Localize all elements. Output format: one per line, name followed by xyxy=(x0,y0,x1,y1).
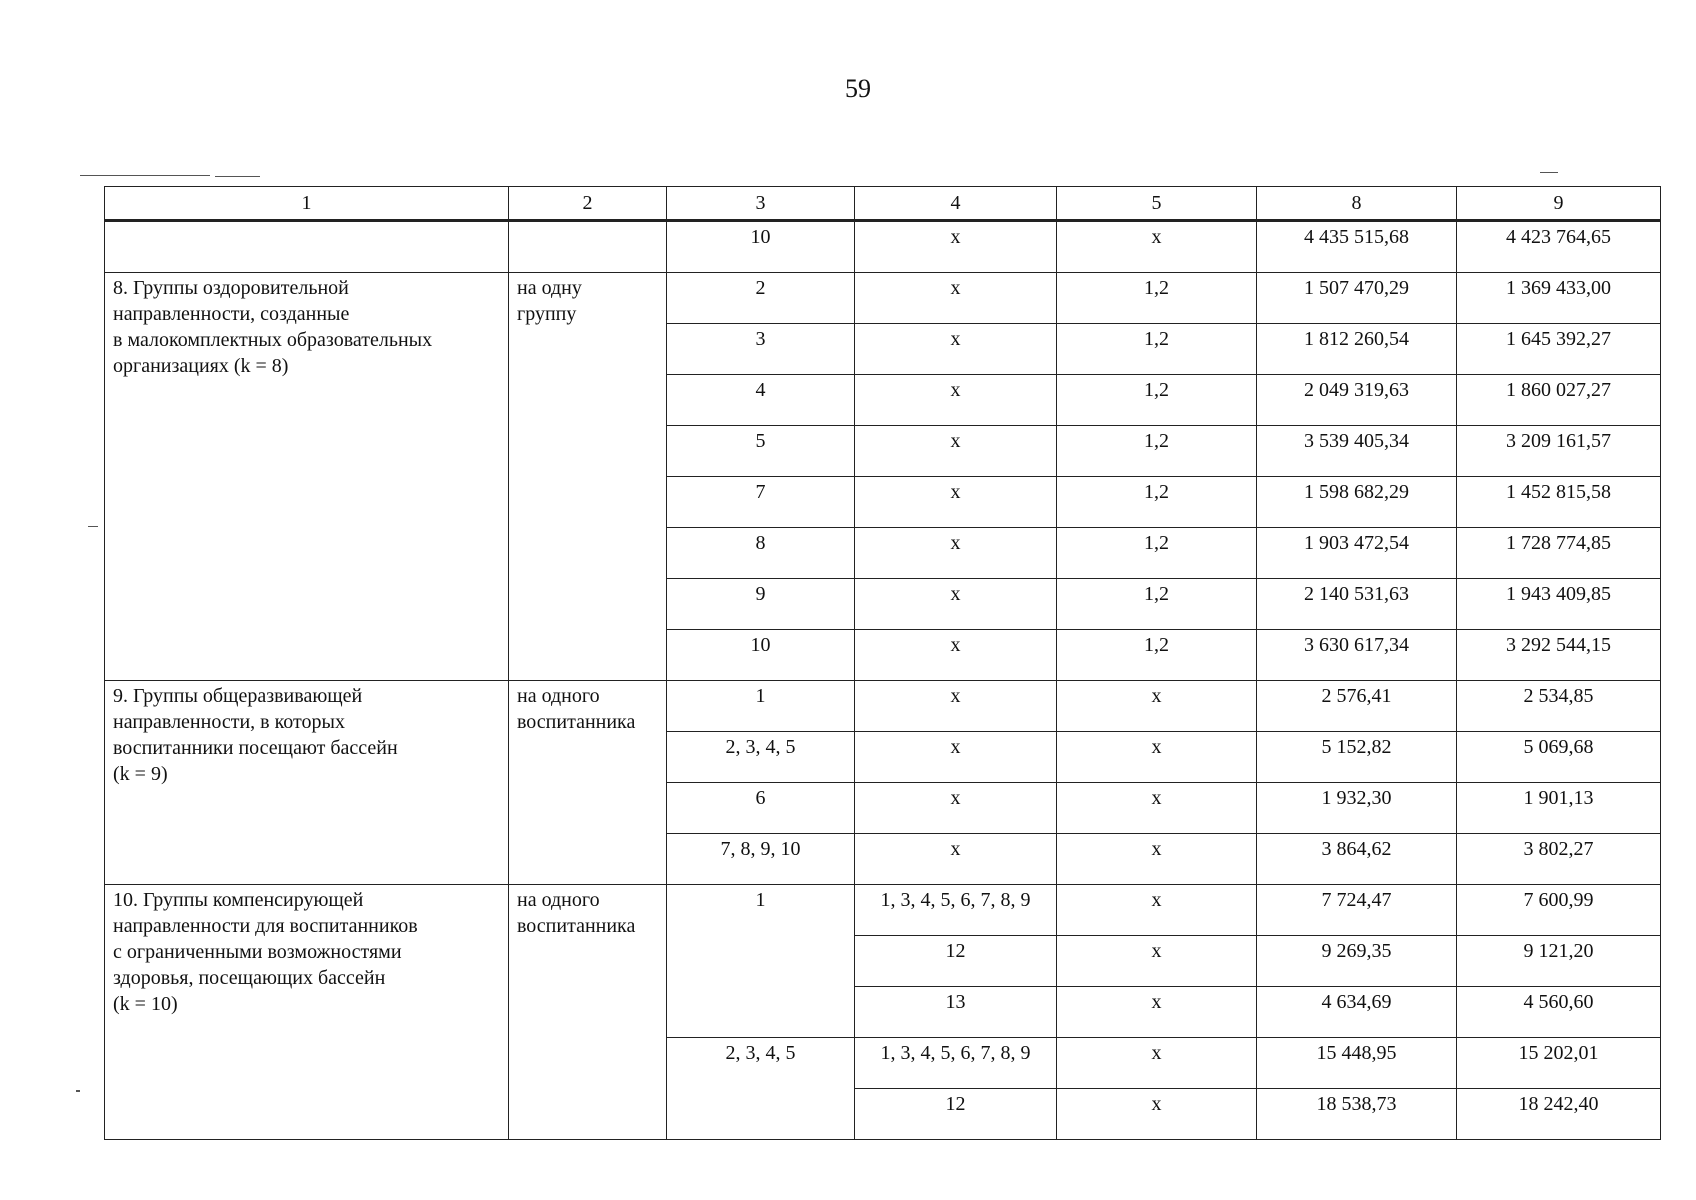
cell-col9: 9 121,20 xyxy=(1457,936,1661,987)
scan-artifact xyxy=(88,526,98,527)
cell-col5: 1,2 xyxy=(1057,579,1257,630)
cell-col3: 2 xyxy=(667,273,855,324)
group-unit: на одного воспитанника xyxy=(509,681,667,885)
cell-col5: 1,2 xyxy=(1057,477,1257,528)
header-row xyxy=(105,187,1661,221)
cell-col3: 9 xyxy=(667,579,855,630)
cell-col8: 4 634,69 xyxy=(1257,987,1457,1038)
cell-col4: x xyxy=(855,324,1057,375)
cell-col3: 10 xyxy=(667,630,855,681)
cell-col4: x xyxy=(855,221,1057,273)
cell-col4: 1, 3, 4, 5, 6, 7, 8, 9 xyxy=(855,885,1057,936)
scan-artifact xyxy=(1540,172,1558,173)
cell-col8: 18 538,73 xyxy=(1257,1089,1457,1140)
cell-col4: 13 xyxy=(855,987,1057,1038)
cell-col5: 1,2 xyxy=(1057,324,1257,375)
column-header: 4 xyxy=(855,187,1057,221)
scan-artifact xyxy=(80,175,210,176)
column-header: 3 xyxy=(667,187,855,221)
table-row xyxy=(105,273,1661,324)
cell-col3: 7, 8, 9, 10 xyxy=(667,834,855,885)
cell-col9: 2 534,85 xyxy=(1457,681,1661,732)
scan-artifact xyxy=(76,1090,80,1092)
group-unit: на одну группу xyxy=(509,273,667,681)
cell-col3: 8 xyxy=(667,528,855,579)
group-description: 9. Группы общеразвивающей направленности, в которых воспитанники посещают бассейн (k = 9) xyxy=(105,681,509,885)
cell-col5: x xyxy=(1057,221,1257,273)
column-header: 1 xyxy=(105,187,509,221)
column-header: 8 xyxy=(1257,187,1457,221)
cell-col8: 1 932,30 xyxy=(1257,783,1457,834)
cell-col3: 7 xyxy=(667,477,855,528)
table-row xyxy=(105,681,1661,732)
cell-col5: 1,2 xyxy=(1057,375,1257,426)
cell-col9: 7 600,99 xyxy=(1457,885,1661,936)
cell-col9: 4 560,60 xyxy=(1457,987,1661,1038)
cell-col9: 1 369 433,00 xyxy=(1457,273,1661,324)
cell-col9: 1 645 392,27 xyxy=(1457,324,1661,375)
cell-col8: 3 864,62 xyxy=(1257,834,1457,885)
cell-col9: 1 860 027,27 xyxy=(1457,375,1661,426)
cell-col5: x xyxy=(1057,1089,1257,1140)
cell-col3: 10 xyxy=(667,221,855,273)
cell-col5: x xyxy=(1057,783,1257,834)
cell-col5: 1,2 xyxy=(1057,273,1257,324)
cell-col4: 12 xyxy=(855,1089,1057,1140)
group-description: 8. Группы оздоровительной направленности, созданные в малокомплектных образовательных организациях (k = 8) xyxy=(105,273,509,681)
cell-col4: x xyxy=(855,375,1057,426)
cell-col8: 5 152,82 xyxy=(1257,732,1457,783)
cell-col8: 2 140 531,63 xyxy=(1257,579,1457,630)
cell-col8: 7 724,47 xyxy=(1257,885,1457,936)
cell-col8: 4 435 515,68 xyxy=(1257,221,1457,273)
table-row xyxy=(105,221,1661,273)
cell-col8: 3 630 617,34 xyxy=(1257,630,1457,681)
cell-col5: x xyxy=(1057,732,1257,783)
cell-col3: 6 xyxy=(667,783,855,834)
cell-col5: x xyxy=(1057,1038,1257,1089)
cell-col9: 1 943 409,85 xyxy=(1457,579,1661,630)
cell-col3: 1 xyxy=(667,681,855,732)
cell-col4: x xyxy=(855,477,1057,528)
cell-col8: 3 539 405,34 xyxy=(1257,426,1457,477)
cell-col3: 2, 3, 4, 5 xyxy=(667,1038,855,1140)
cell-col8: 1 598 682,29 xyxy=(1257,477,1457,528)
cell-col8: 1 903 472,54 xyxy=(1257,528,1457,579)
cell-col9: 1 452 815,58 xyxy=(1457,477,1661,528)
page-number: 59 xyxy=(845,74,871,103)
cell-col5: x xyxy=(1057,681,1257,732)
cell-col9: 3 209 161,57 xyxy=(1457,426,1661,477)
table-row xyxy=(105,885,1661,936)
cell-col4: x xyxy=(855,681,1057,732)
cell-col5: x xyxy=(1057,885,1257,936)
cell-col5: 1,2 xyxy=(1057,630,1257,681)
cell-col5: x xyxy=(1057,936,1257,987)
cell-col4: x xyxy=(855,579,1057,630)
cell-col9: 15 202,01 xyxy=(1457,1038,1661,1089)
cell-col8: 2 576,41 xyxy=(1257,681,1457,732)
cell-col4: x xyxy=(855,273,1057,324)
cell-col4: x xyxy=(855,783,1057,834)
cell-col8: 1 812 260,54 xyxy=(1257,324,1457,375)
cell-col5: x xyxy=(1057,987,1257,1038)
cell-col9: 4 423 764,65 xyxy=(1457,221,1661,273)
column-header: 9 xyxy=(1457,187,1661,221)
cell-col4: x xyxy=(855,630,1057,681)
cell-col3: 2, 3, 4, 5 xyxy=(667,732,855,783)
cell-col5: x xyxy=(1057,834,1257,885)
cell-col4: x xyxy=(855,426,1057,477)
cell-col3: 1 xyxy=(667,885,855,1038)
cell-col5: 1,2 xyxy=(1057,528,1257,579)
unit-cell xyxy=(509,221,667,273)
cell-col4: x xyxy=(855,528,1057,579)
cell-col3: 3 xyxy=(667,324,855,375)
cell-col8: 2 049 319,63 xyxy=(1257,375,1457,426)
data-table xyxy=(104,186,1661,1140)
cell-col8: 15 448,95 xyxy=(1257,1038,1457,1089)
cell-col3: 4 xyxy=(667,375,855,426)
cell-col9: 5 069,68 xyxy=(1457,732,1661,783)
cell-col9: 1 728 774,85 xyxy=(1457,528,1661,579)
cell-col4: x xyxy=(855,834,1057,885)
cell-col4: 12 xyxy=(855,936,1057,987)
cell-col4: x xyxy=(855,732,1057,783)
cell-col9: 3 292 544,15 xyxy=(1457,630,1661,681)
column-header: 5 xyxy=(1057,187,1257,221)
cell-col3: 5 xyxy=(667,426,855,477)
cell-col5: 1,2 xyxy=(1057,426,1257,477)
cell-col9: 3 802,27 xyxy=(1457,834,1661,885)
group-unit: на одного воспитанника xyxy=(509,885,667,1140)
column-header: 2 xyxy=(509,187,667,221)
cell-col8: 9 269,35 xyxy=(1257,936,1457,987)
group-description: 10. Группы компенсирующей направленности для воспитанников с ограниченными возможностями здоровья, посещающих бассейн (k = 10) xyxy=(105,885,509,1140)
cell-col9: 1 901,13 xyxy=(1457,783,1661,834)
cell-col8: 1 507 470,29 xyxy=(1257,273,1457,324)
description-cell xyxy=(105,221,509,273)
cell-col4: 1, 3, 4, 5, 6, 7, 8, 9 xyxy=(855,1038,1057,1089)
scan-artifact xyxy=(215,176,260,177)
cell-col9: 18 242,40 xyxy=(1457,1089,1661,1140)
